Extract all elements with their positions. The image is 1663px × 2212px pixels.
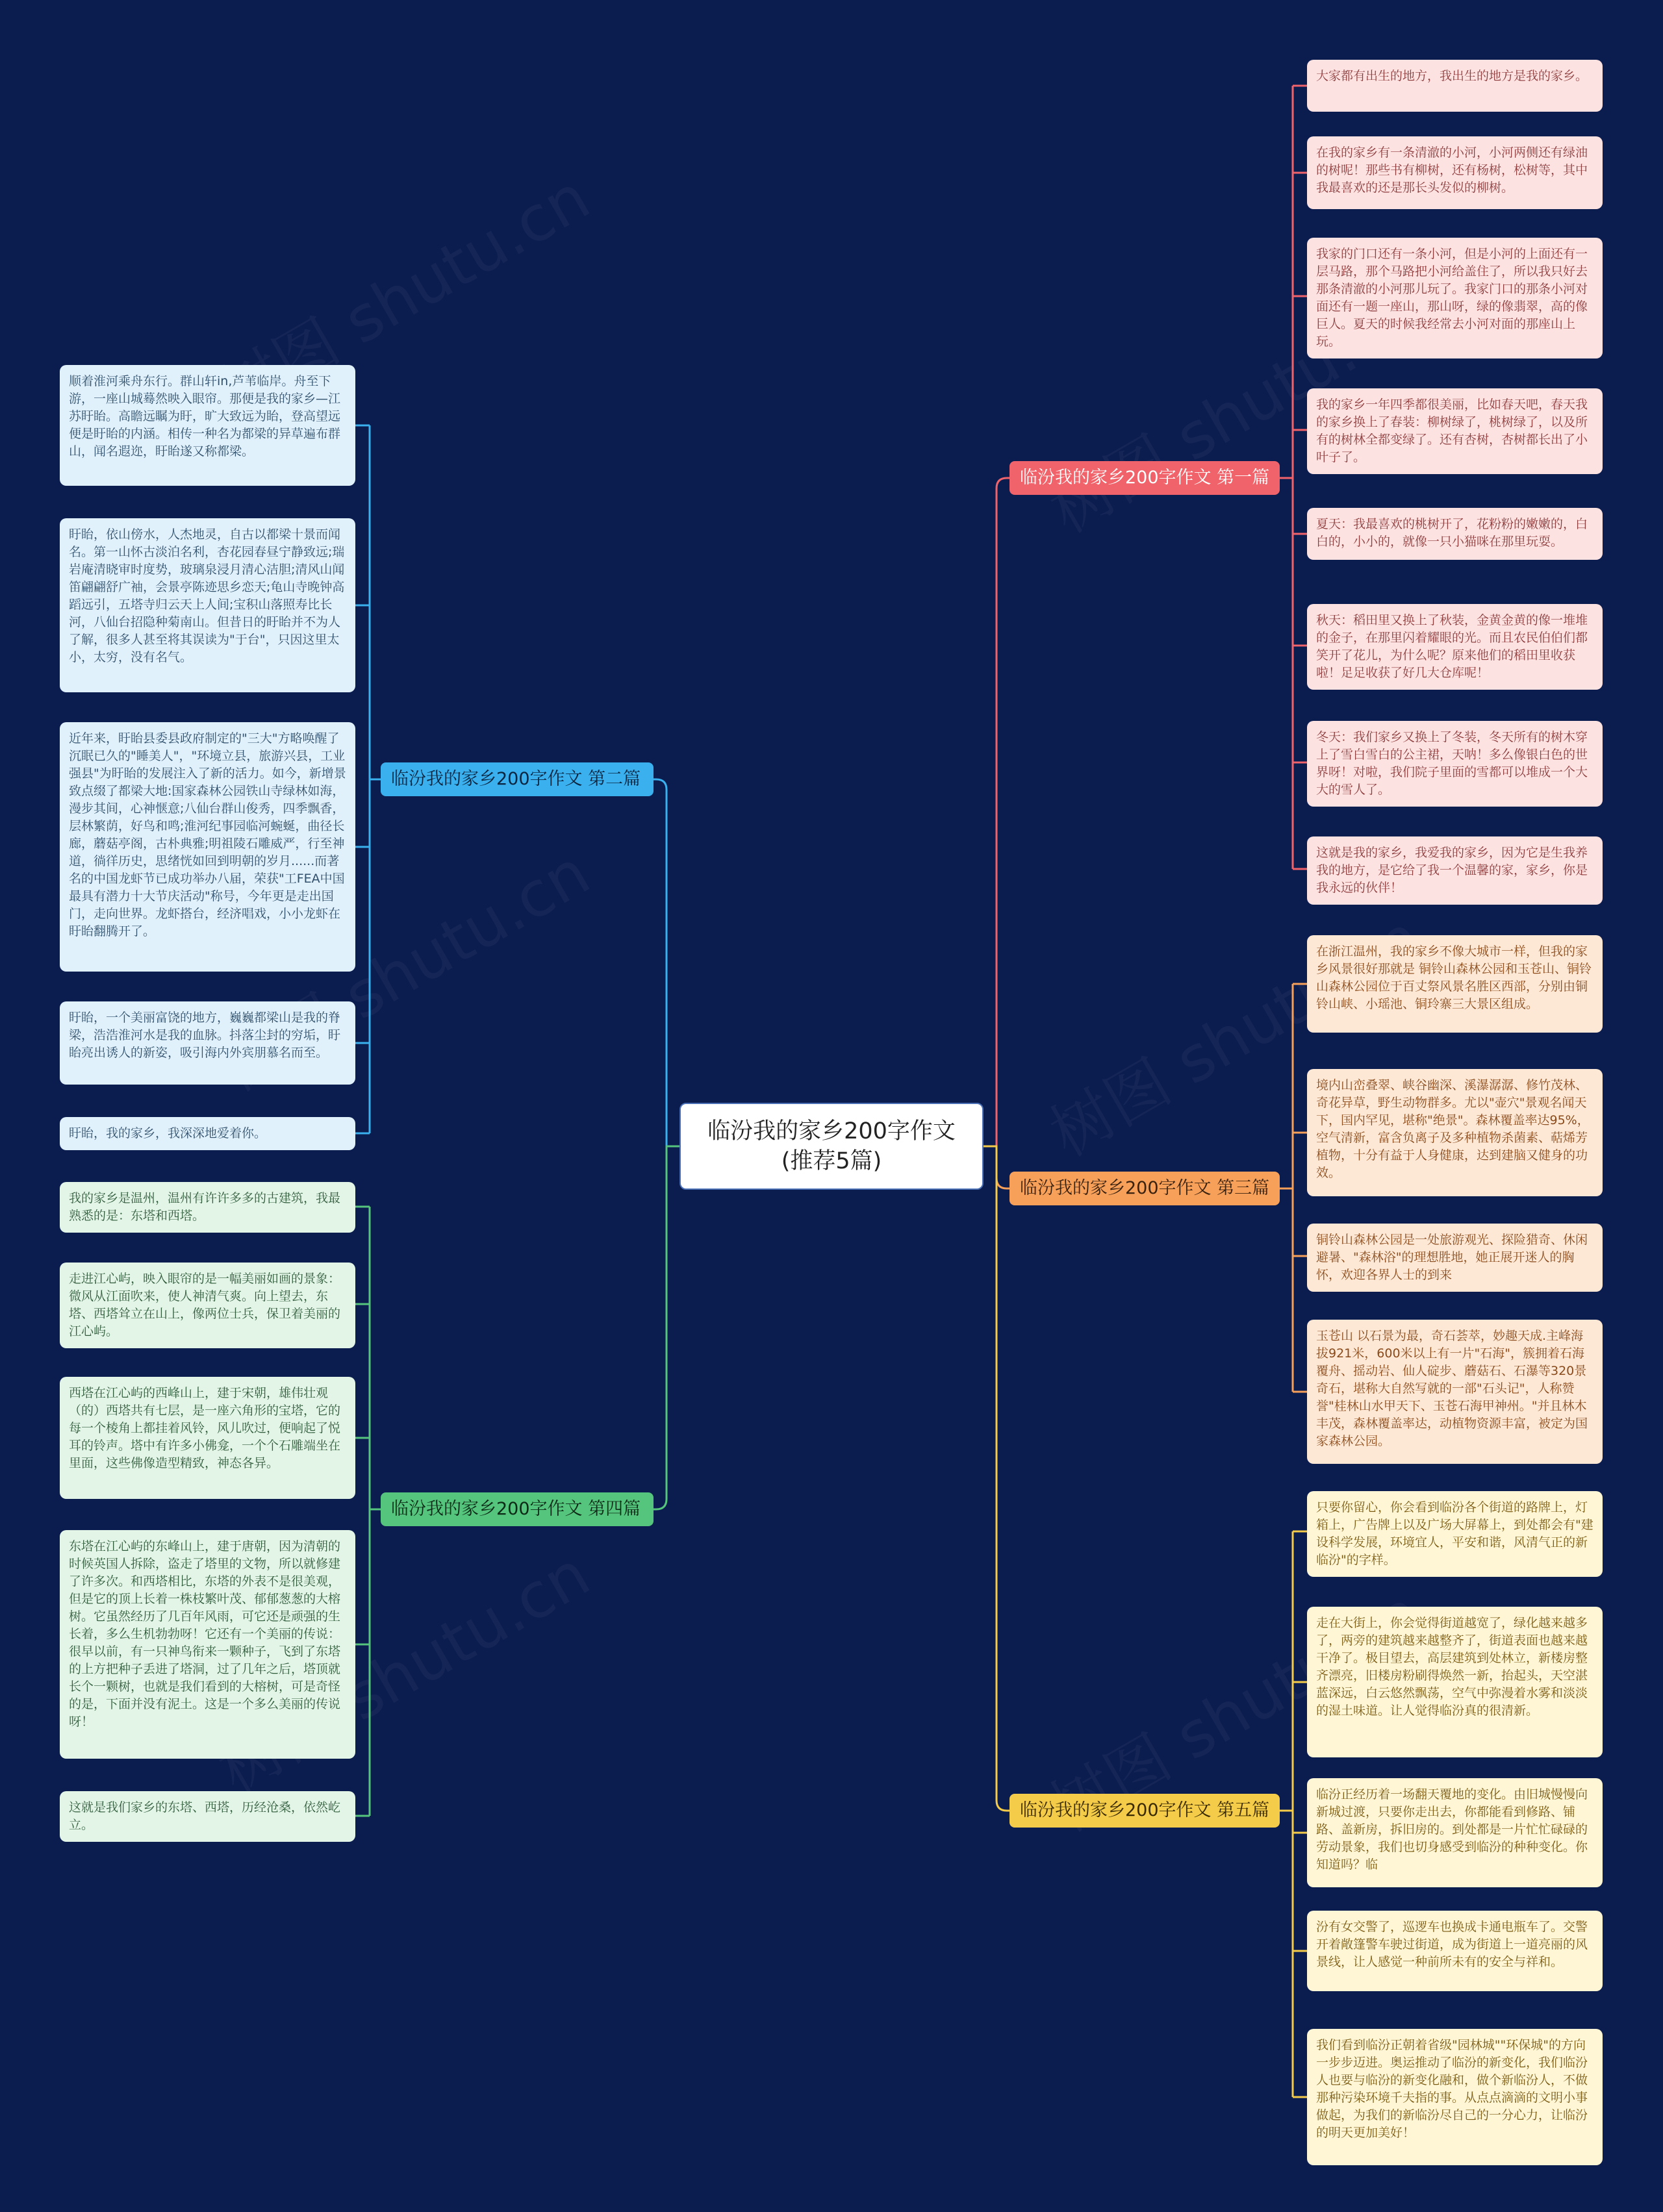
essay-paragraph-card[interactable]: 在我的家乡有一条清澈的小河，小河两侧还有绿油的树呢！那些书有柳树，还有杨树，松树等，其中我最喜欢的还是那长头发似的柳树。 [1307,136,1603,209]
branch-fifth-essay[interactable] [1009,1794,1280,1828]
branch-label: 临汾我的家乡200字作文 第二篇 [391,769,641,789]
essay-paragraph-card[interactable]: 这就是我们家乡的东塔、西塔，历经沧桑，依然屹立。 [60,1791,355,1842]
essay-paragraph-card[interactable]: 大家都有出生的地方，我出生的地方是我的家乡。 [1307,60,1603,112]
branch-connector [654,779,679,1146]
branch-first-essay[interactable] [1009,461,1280,495]
essay-paragraph-card[interactable]: 我家的门口还有一条小河，但是小河的上面还有一层马路，那个马路把小河给盖住了，所以我只好去那条清澈的小河那儿玩了。我家门口的那条小河对面还有一题一座山，那山呀，绿的像翡翠，高的像巨人。夏天的时候我经常去小河对面的那座山上玩。 [1307,238,1603,358]
essay-paragraph-card[interactable]: 秋天：稻田里又换上了秋装，金黄金黄的像一堆堆的金子，在那里闪着耀眼的光。而且农民伯伯们都笑开了花儿，为什么呢？原来他们的稻田里收获啦！足足收获了好几大仓库呢！ [1307,604,1603,690]
essay-paragraph-card[interactable]: 盱眙，依山傍水，人杰地灵，自古以都梁十景而闻名。第一山怀古淡泊名利，杏花园春昼宁静致远;瑞岩庵清晓审时度势，玻璃泉浸月清心洁胆;清风山闻笛翩翩舒广袖，会景亭陈迹思乡恋天;龟山寺晚钟高蹈远引，五塔寺归云天上人间;宝积山落照寿比长河，八仙台招隐种菊南山。但昔日的盱眙并不为人了解，很多人甚至将其误读为"于台"，只因这里太小，太穷，没有名气。 [60,518,355,692]
essay-paragraph-card[interactable]: 临汾正经历着一场翻天覆地的变化。由旧城慢慢向新城过渡，只要你走出去，你都能看到修路、铺路、盖新房，拆旧房的。到处都是一片忙忙碌碌的劳动景象，我们也切身感受到临汾的种种变化。你知道吗？临 [1307,1778,1603,1887]
essay-paragraph-card[interactable]: 盱眙，一个美丽富饶的地方，巍巍都梁山是我的脊梁，浩浩淮河水是我的血脉。抖落尘封的穷垢，盱眙亮出诱人的新姿，吸引海内外宾朋慕名而至。 [60,1001,355,1085]
branch-connector [654,1146,679,1509]
essay-paragraph-card[interactable]: 玉苍山 以石景为最，奇石荟萃，妙趣天成.主峰海拔921米，600米以上有一片"石海"，簇拥着石海覆舟、摇动岩、仙人碇步、蘑菇石、石瀑等320景奇石，堪称大自然写就的一部"石头记"，人称赞誉"桂林山水甲天下、玉苍石海甲神州。"并且林木丰茂，森林覆盖率达，动植物资源丰富，被定为国家森林公园。 [1307,1320,1603,1464]
essay-paragraph-card[interactable]: 在浙江温州，我的家乡不像大城市一样，但我的家乡风景很好那就是 铜铃山森林公园和玉苍山、铜铃山森林公园位于百丈祭风景名胜区西部，分别由铜铃山峡、小瑶池、铜玲寨三大景区组成。 [1307,935,1603,1033]
essay-paragraph-card[interactable]: 铜铃山森林公园是一处旅游观光、探险猎奇、休闲避暑、"森林浴"的理想胜地，她正展开迷人的胸怀，欢迎各界人士的到来 [1307,1224,1603,1292]
essay-paragraph-card[interactable]: 盱眙，我的家乡，我深深地爱着你。 [60,1117,355,1150]
branch-connector [984,1146,1009,1811]
essay-paragraph-card[interactable]: 冬天：我们家乡又换上了冬装，冬天所有的树木穿上了雪白雪白的公主裙，天呐！多么像银白色的世界呀！对啦，我们院子里面的雪都可以堆成一个大大的雪人了。 [1307,721,1603,807]
essay-paragraph-card[interactable]: 夏天：我最喜欢的桃树开了，花粉粉的嫩嫩的，白白的，小小的，就像一只小猫咪在那里玩耍。 [1307,508,1603,560]
branch-fourth-essay[interactable] [381,1492,654,1526]
branch-label: 临汾我的家乡200字作文 第五篇 [1020,1800,1270,1820]
essay-paragraph-card[interactable]: 顺着淮河乘舟东行。群山轩in,芦苇临岸。舟至下游，一座山城蓦然映入眼帘。那便是我的家乡—江苏盱眙。高瞻远瞩为盱，旷大致远为眙，登高望远便是盱眙的内涵。相传一种名为都梁的异草遍布群山，闻名遐迩，盱眙遂又称都梁。 [60,365,355,486]
central-topic-label: 临汾我的家乡200字作文(推荐5篇) [707,1118,956,1174]
essay-paragraph-card[interactable]: 境内山峦叠翠、峡谷幽深、溪瀑潺潺、修竹茂林、奇花异草，野生动物群多。尤以"壶穴"景观名闻天下，国内罕见，堪称"绝景"。森林覆盖率达95%，空气清新，富含负离子及多种植物杀菌素、萜烯芳植物，十分有益于人身健康，达到建脑又健身的功效。 [1307,1069,1603,1196]
branch-second-essay[interactable] [381,762,654,796]
essay-paragraph-card[interactable]: 这就是我的家乡，我爱我的家乡，因为它是生我养我的地方，是它给了我一个温馨的家，家乡，你是我永远的伙伴！ [1307,836,1603,905]
essay-paragraph-card[interactable]: 走进江心屿，映入眼帘的是一幅美丽如画的景象：微风从江面吹来，使人神清气爽。向上望去，东塔、西塔耸立在山上，像两位士兵，保卫着美丽的江心屿。 [60,1263,355,1348]
essay-paragraph-card[interactable]: 我们看到临汾正朝着省级"园林城""环保城"的方向一步步迈进。奥运推动了临汾的新变化，我们临汾人也要与临汾的新变化融和，做个新临汾人，不做那种污染环境千夫指的事。从点点滴滴的文明小事做起，为我们的新临汾尽自己的一分心力，让临汾的明天更加美好！ [1307,2029,1603,2165]
branch-label: 临汾我的家乡200字作文 第一篇 [1020,468,1270,488]
essay-paragraph-card[interactable]: 西塔在江心屿的西峰山上，建于宋朝，雄伟壮观（的）西塔共有七层，是一座六角形的宝塔，它的每一个棱角上都挂着风铃，风儿吹过，便响起了悦耳的铃声。塔中有许多小佛龛，一个个石雕端坐在里面，这些佛像造型精致，神态各异。 [60,1377,355,1499]
essay-paragraph-card[interactable]: 我的家乡一年四季都很美丽，比如春天吧，春天我的家乡换上了春装：柳树绿了，桃树绿了，以及所有的树林全都变绿了。还有杏树，杏树都长出了小叶子了。 [1307,388,1603,474]
essay-paragraph-card[interactable]: 走在大街上，你会觉得街道越宽了，绿化越来越多了，两旁的建筑越来越整齐了，街道表面也越来越干净了。极目望去，高层建筑到处林立，新楼房整齐漂亮，旧楼房粉刷得焕然一新，抬起头，天空湛蓝深远，白云悠然飘荡，空气中弥漫着水雾和淡淡的湿土味道。让人觉得临汾真的很清新。 [1307,1607,1603,1757]
branch-label: 临汾我的家乡200字作文 第四篇 [391,1499,641,1519]
essay-paragraph-card[interactable]: 只要你留心，你会看到临汾各个街道的路牌上，灯箱上，广告牌上以及广场大屏幕上，到处都会有"建设科学发展，环境宜人，平安和谐，风清气正的新临汾"的字样。 [1307,1491,1603,1577]
essay-paragraph-card[interactable]: 汾有女交警了，巡逻车也换成卡通电瓶车了。交警开着敞篷警车驶过街道，成为街道上一道亮丽的风景线，让人感觉一种前所未有的安全与祥和。 [1307,1911,1603,1991]
essay-paragraph-card[interactable]: 东塔在江心屿的东峰山上，建于唐朝，因为清朝的时候英国人拆除，盗走了塔里的文物，所以就修建了许多次。和西塔相比，东塔的外表不是很美观，但是它的顶上长着一株枝繁叶茂、郁郁葱葱的大榕树。它虽然经历了几百年风雨，可它还是顽强的生长着，多么生机勃勃呀！它还有一个美丽的传说：很早以前，有一只神鸟衔来一颗种子，飞到了东塔的上方把种子丢进了塔洞，过了几年之后，塔顶就长个一颗树，也就是我们看到的大榕树，可是奇怪的是，下面并没有泥土。这是一个多么美丽的传说呀！ [60,1530,355,1759]
central-topic[interactable] [679,1103,984,1190]
branch-third-essay[interactable] [1009,1172,1280,1205]
essay-paragraph-card[interactable]: 近年来，盱眙县委县政府制定的"三大"方略唤醒了沉眠已久的"睡美人"，"环境立县，旅游兴县，工业强县"为盱眙的发展注入了新的活力。如今，新增景致点缀了都梁大地:国家森林公园铁山寺绿林如海，漫步其间，心神惬意;八仙台群山俊秀，四季飘香，层林繁荫，好鸟和鸣;淮河纪事园临河蜿蜒，曲径长廊，蘑菇亭阁，古朴典雅;明祖陵石雕威严，行至神道，徜徉历史，思绪恍如回到明朝的岁月......而著名的中国龙虾节已成功举办八届，荣获"工FEA中国最具有潜力十大节庆活动"称号，今年更是走出国门，走向世界。龙虾搭台，经济唱戏，小小龙虾在盱眙翻腾开了。 [60,722,355,972]
essay-paragraph-card[interactable]: 我的家乡是温州，温州有许许多多的古建筑，我最熟悉的是：东塔和西塔。 [60,1182,355,1233]
branch-connector [984,478,1009,1146]
branch-label: 临汾我的家乡200字作文 第三篇 [1020,1178,1270,1198]
